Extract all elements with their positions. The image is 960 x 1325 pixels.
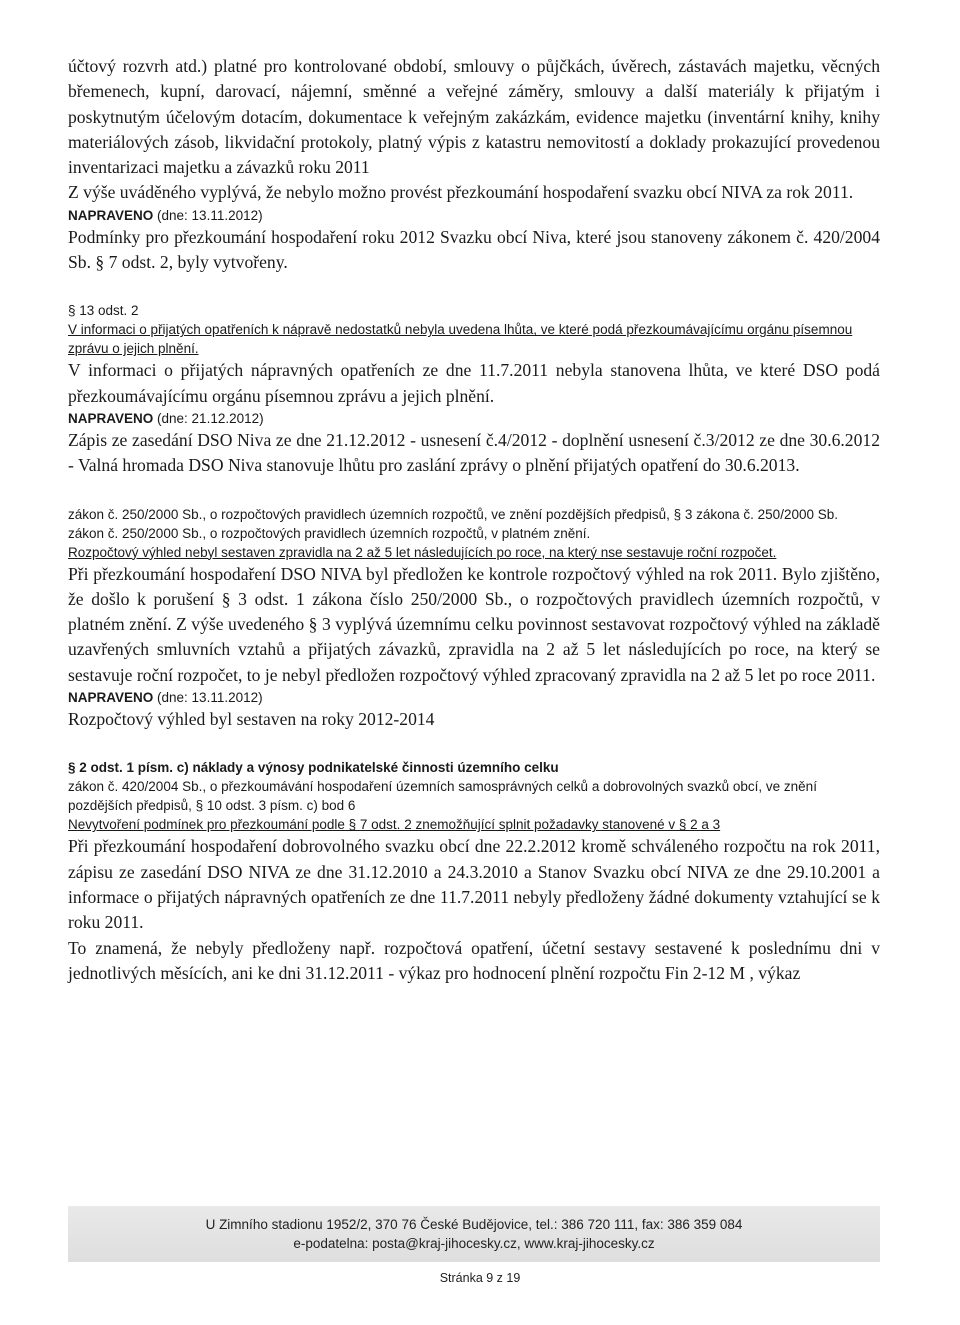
- remedied-note-2: [68, 409, 880, 428]
- document-body: [68, 54, 880, 986]
- paragraph-meaning: To znamená, že nebyly předloženy např. rozpočtová opatření, účetní sestavy sestavené k poslednímu dni v jednotlivých měsících, ani ke dni 31.12.2011 - výkaz pro hodnocení plnění rozpočtu Fin 2-12 M , výkaz: [68, 937, 880, 983]
- finding-title-budget-outlook: Rozpočtový výhled nebyl sestaven zpravidla na 2 až 5 let následujících po roce, na který nse sestavuje roční rozpočet.: [68, 544, 777, 560]
- remedied-label: NAPRAVENO: [68, 690, 154, 706]
- footer-address: U Zimního stadionu 1952/2, 370 76 České Budějovice, tel.: 386 720 111, fax: 386 359 084: [205, 1217, 743, 1232]
- paragraph-materials-list: účtový rozvrh atd.) platné pro kontrolované období, smlouvy o půjčkách, úvěrech, zástavách majetku, věcných břemenech, kupní, darovací, nájemní, směnné a veřejné záměry, smlouvy a další materiály k přijatým i poskytnutým účelovým dotacím, dokumentace k veřejným zakázkám, evidence majetku (inventární knihy, knihy materiálových zásob, likvidační protokoly, platný výpis z katastru nemovitostí a doklady prokazující provedenou inventarizaci majetku a závazků roku 2011: [68, 56, 880, 178]
- remedied-label: NAPRAVENO: [68, 410, 154, 426]
- remedied-note-3: [68, 688, 880, 707]
- page-number: Stránka 9 z 19: [439, 1271, 521, 1285]
- law-reference-250-2000: zákon č. 250/2000 Sb., o rozpočtových pravidlech územních rozpočtů, ve znění pozdějších předpisů, § 3 zákona č. 250/2000 Sb.: [68, 506, 838, 522]
- law-reference-420-2004: zákon č. 420/2004 Sb., o přezkoumávání hospodaření územních samosprávných celků a dobrovolných svazků obcí, ve znění pozdějších předpisů, § 10 odst. 3 písm. c) bod 6: [68, 779, 817, 814]
- remedied-date: (dne: 13.11.2012): [157, 207, 263, 223]
- paragraph-conclusion-2011: Z výše uváděného vyplývá, že nebylo možno provést přezkoumání hospodaření svazku obcí NIVA za rok 2011.: [68, 182, 854, 203]
- remedied-label: NAPRAVENO: [68, 207, 154, 223]
- remedied-date: (dne: 13.11.2012): [157, 690, 263, 706]
- paragraph-outlook-prepared: Rozpočtový výhled byl sestaven na roky 2012-2014: [68, 709, 435, 730]
- law-reference-250-2000-cont: zákon č. 250/2000 Sb., o rozpočtových pravidlech územních rozpočtů, v platném znění.: [68, 525, 591, 541]
- paragraph-conditions-2012: Podmínky pro přezkoumání hospodaření roku 2012 Svazku obcí Niva, které jsou stanoveny zákonem č. 420/2004 Sb. § 7 odst. 2, byly vytvořeny.: [68, 226, 880, 273]
- remedied-date: (dne: 21.12.2012): [157, 410, 264, 426]
- footer-contact: e-podatelna: posta@kraj-jihocesky.cz, www.kraj-jihocesky.cz: [293, 1236, 655, 1251]
- paragraph-documents-missing: Při přezkoumání hospodaření dobrovolného svazku obcí dne 22.2.2012 kromě schváleného rozpočtu na rok 2011, zápisu ze zasedání DSO NIVA ze dne 31.12.2010 a 24.3.2010 a Stanov Svazku obcí NIVA ze dne 29.10.2001 a informace o přijatých nápravných opatřeních ze dne 11.7.2011 nebyly předloženy žádné dokumenty vztahující se k roku 2011.: [68, 836, 880, 933]
- paragraph-deadline-finding: V informaci o přijatých nápravných opatřeních ze dne 11.7.2011 nebyla stanovena lhůta, ve které DSO podá přezkoumávajícímu orgánu písemnou zprávu a jejich plnění.: [68, 360, 880, 406]
- paragraph-budget-outlook: Při přezkoumání hospodaření DSO NIVA byl předložen ke kontrole rozpočtový výhled na rok 2011. Bylo zjištěno, že došlo k porušení § 3 odst. 1 zákona číslo 250/2000 Sb., o rozpočtových pravidlech územních rozpočtů, v platném znění. Z výše uvedeného § 3 vyplývá územnímu celku povinnost sestavovat rozpočtový výhled na základě uzavřených smluvních vztahů a přijatých závazků, zpravidla na 2 až 5 let následujících po roce, na který se sestavuje roční rozpočet, to je nebyl předložen rozpočtový výhled zpracovaný zpravidla na 2 až 5 let po roce 2011.: [68, 563, 880, 685]
- finding-title-deadline: V informaci o přijatých opatřeních k nápravě nedostatků nebyla uvedena lhůta, ve které podá přezkoumávajícímu orgánu písemnou zprávu o jejich plnění.: [68, 322, 853, 357]
- remedied-note-1: [68, 206, 880, 225]
- paragraph-meeting-minutes: Zápis ze zasedání DSO Niva ze dne 21.12.2012 - usnesení č.4/2012 - doplnění usnesení č.3/2012 ze dne 30.6.2012 - Valná hromada DSO Niva stanovuje lhůtu pro zaslání zprávy o plnění přijatých opatření do 30.6.2013.: [68, 429, 880, 476]
- section-heading-business-activity: § 2 odst. 1 písm. c) náklady a výnosy podnikatelské činnosti územního celku: [68, 760, 559, 776]
- finding-title-conditions: Nevytvoření podmínek pro přezkoumání podle § 7 odst. 2 znemožňující splnit požadavky stanovené v § 2 a 3: [68, 817, 721, 833]
- section-ref-13-2: § 13 odst. 2: [68, 303, 139, 319]
- footer-address-band: [68, 1206, 880, 1262]
